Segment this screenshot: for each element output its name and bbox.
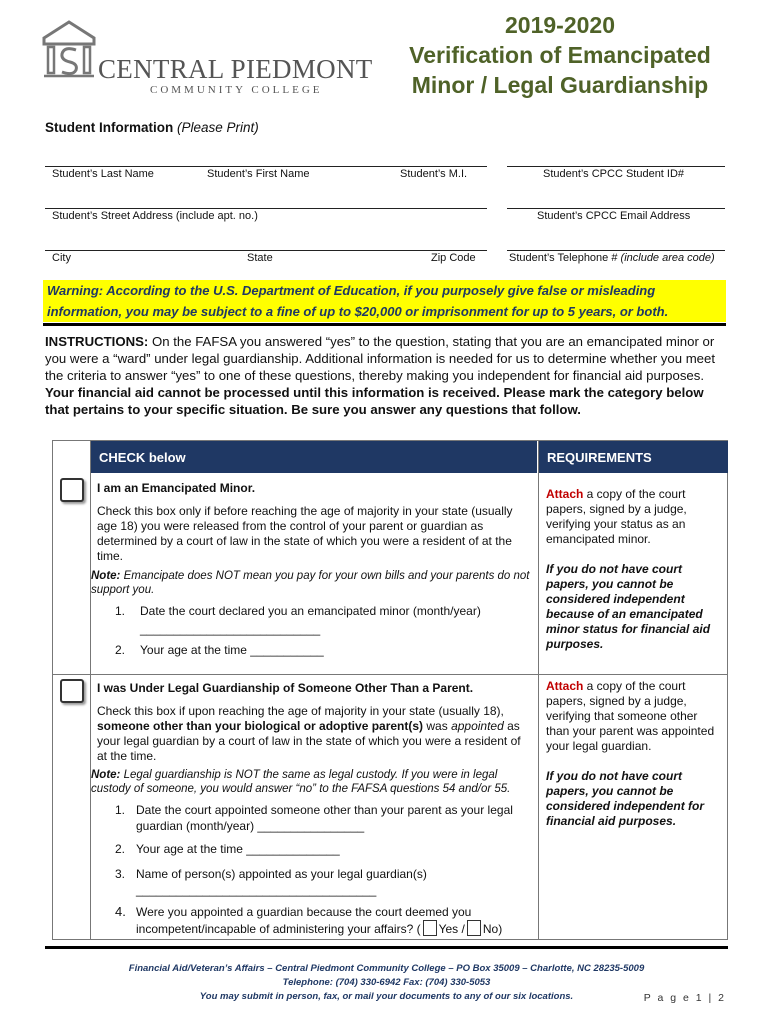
legal-guardianship-note [91,768,537,796]
form-title-line2: Minor / Legal Guardianship [411,72,709,98]
last-name-label: Student’s Last Name [52,168,154,180]
footer-phone: Telephone: (704) 330-6942 Fax: (704) 330-5053 [282,977,491,988]
college-emblem-icon [40,20,98,80]
warning-line1: Warning: According to the U.S. Department of Education, if you purposely give false or misleading [47,283,656,298]
guardian-age-input[interactable]: Your age at the time ______________ [136,842,340,856]
college-name: CENTRAL PIEDMONT [98,54,373,84]
note-text: Legal guardianship is NOT the same as legal custody. If you were in legal custody of someone, you would answer “no” to the FAFSA questions 54 and/or 55. [91,769,511,795]
first-name-label: Student’s First Name [207,168,310,180]
zip-label: Zip Code [431,252,476,264]
check-below-header: CHECK below [91,441,537,473]
footer [45,962,728,1004]
emancipated-requirements [546,487,724,652]
question-number: 4. [115,904,126,919]
divider [45,946,728,949]
warning-line2: information, you may be subject to a fine of up to $20,000 or imprisonment for up to 5 years, or both. [47,304,669,319]
student-id-label: Student’s CPCC Student ID# [543,168,685,180]
desc-italic: appointed [451,719,504,733]
college-logo [40,20,373,100]
divider [43,323,726,326]
legal-guardianship-checkbox[interactable] [60,679,84,703]
street-label: Student’s Street Address (include apt. no.) [52,210,258,222]
emancipated-minor-checkbox[interactable] [60,478,84,502]
footer-address: Financial Aid/Veteran’s Affairs – Central Piedmont Community College – PO Box 35009 – Charlotte, NC 28235-5009 [128,963,645,974]
requirements-header: REQUIREMENTS [539,441,728,473]
question-number: 2. [115,842,126,856]
column-divider [90,441,91,939]
city-label: City [52,252,71,264]
form-title [380,10,740,100]
incompetent-question-text: incompetent/incapable of administering your affairs? ( [136,922,421,936]
instructions-bold-text: Your financial aid cannot be processed until this information is received. Please mark the category below that pertains to your specific situation. Be sure you answer any questions that follow. [45,385,704,417]
college-subtitle: COMMUNITY COLLEGE [150,84,323,96]
age-at-time-input[interactable]: Your age at the time ___________ [140,643,324,657]
phone-label-note: (include area code) [620,252,715,264]
requirement-warning: If you do not have court papers, you cannot be considered independent because of an emancipated minor status for financial aid purposes. [546,562,711,651]
form-year: 2019-2020 [505,12,615,38]
guardian-name-question: Name of person(s) appointed as your legal guardian(s) [136,867,427,881]
state-label: State [247,252,273,264]
incompetent-question-line1: Were you appointed a guardian because the court deemed you [136,905,472,919]
guardian-date-input[interactable]: Date the court appointed someone other than your parent as your legal guardian (month/year) ________________ [136,803,513,833]
desc-text: Check this box if upon reaching the age of majority in your state (usually 18), [97,704,504,718]
desc-text: was [423,719,452,733]
category-table [52,440,728,940]
yes-label: Yes / [438,922,465,936]
legal-guardianship-desc [97,704,533,764]
emancipated-minor-desc: Check this box only if before reaching the age of majority in your state (usually age 18) you were released from the control of your parent or guardian as determined by a court of law in the state of which you were a resident of at the time. [97,504,513,563]
guardian-name-input[interactable]: ____________________________________ [136,883,377,897]
incompetent-question [136,904,536,937]
question-number: 3. [115,867,126,881]
emancipated-minor-note [91,569,537,597]
desc-bold: someone other than your biological or adoptive parent(s) [97,719,424,733]
instructions [45,333,725,418]
phone-label-text: Student’s Telephone # [509,252,618,264]
court-date-input[interactable]: ___________________________ [140,622,321,636]
requirement-text: a copy of the court papers, signed by a judge, verifying your status as an emancipated minor. [546,487,687,546]
attach-label: Attach [546,679,584,693]
instructions-text: On the FAFSA you answered “yes” to the question, stating that you are an emancipated minor or you were a “ward” under legal guardianship. Additional information is needed for us to determine whether you meet the criteria to answer “yes” to one of these questions, thereby making you independent for financial aid purposes. [45,334,716,383]
emancipated-minor-section [97,481,533,564]
requirement-warning: If you do not have court papers, you cannot be considered independent for financial aid purposes. [546,769,705,828]
question-number: 1. [115,604,126,618]
phone-field-line[interactable] [507,250,725,251]
student-id-field-line[interactable] [507,166,725,167]
address-field-line[interactable] [45,250,487,251]
email-field-line[interactable] [507,208,725,209]
phone-label [509,252,715,264]
legal-guardianship-title: I was Under Legal Guardianship of Someone Other Than a Parent. [97,681,474,695]
mi-label: Student’s M.I. [400,168,468,180]
note-label: Note: [91,570,121,582]
guardianship-requirements [546,679,724,829]
footer-submit-note: You may submit in person, fax, or mail your documents to any of our six locations. [199,991,574,1002]
emancipated-minor-title: I am an Emancipated Minor. [97,481,256,495]
student-info-heading [45,120,259,135]
email-label: Student’s CPCC Email Address [537,210,691,222]
question-number: 2. [115,643,126,657]
incompetent-question-line2 [136,920,536,937]
question-number: 1. [115,803,126,817]
name-field-line[interactable] [45,166,487,167]
warning-banner [43,280,726,322]
yes-checkbox[interactable] [423,920,437,936]
requirement-text: a copy of the court papers, signed by a judge, verifying that someone other than your parent was appointed your legal guardian. [546,679,715,753]
column-divider [538,441,539,939]
row-divider [53,674,728,675]
student-info-note: (Please Print) [177,120,259,135]
note-text: Emancipate does NOT mean you pay for your own bills and your parents do not support you. [91,570,530,596]
page-number: P a g e 1 | 2 [643,992,726,1004]
student-info-title: Student Information [45,120,174,135]
note-label: Note: [91,769,121,781]
form-title-line1: Verification of Emancipated [409,42,711,68]
desc-text: as your legal guardian by a court of law in the state of which you were a resident of at the time. [97,719,521,763]
street-field-line[interactable] [45,208,487,209]
court-date-question: Date the court declared you an emancipated minor (month/year) [140,604,481,618]
legal-guardianship-section [97,681,533,764]
attach-label: Attach [546,487,584,501]
no-label: No) [482,922,503,936]
instructions-label: INSTRUCTIONS: [45,334,149,349]
no-checkbox[interactable] [467,920,481,936]
